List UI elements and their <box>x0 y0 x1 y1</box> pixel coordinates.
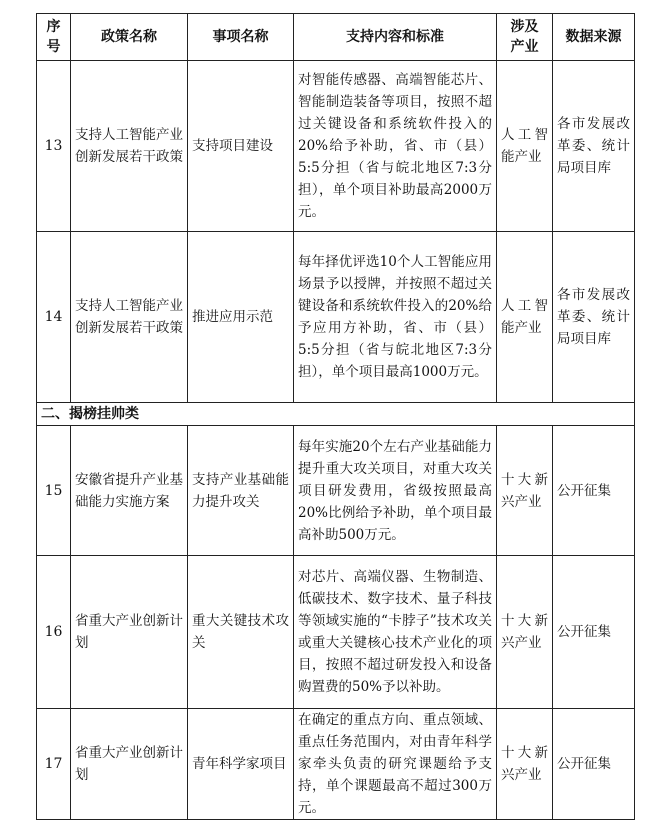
row-number: 14 <box>37 232 71 403</box>
header-item-name: 事项名称 <box>188 14 294 61</box>
table-row <box>37 61 635 232</box>
header-support-content: 支持内容和标准 <box>294 14 497 61</box>
industry: 人工智能产业 <box>497 232 553 403</box>
header-data-source: 数据来源 <box>553 14 635 61</box>
section-title: 二、揭榜挂帅类 <box>37 403 635 426</box>
item-name: 青年科学家项目 <box>188 709 294 820</box>
header-seq: 序号 <box>37 14 71 61</box>
support-content: 每年择优评选10个人工智能应用场景予以授牌，并按照不超过关键设备和系统软件投入的20%给予应用方补助，省、市（县）5:5分担（省与皖北地区7:3分担），单个项目最高1000万元。 <box>294 232 497 403</box>
row-number: 17 <box>37 709 71 820</box>
policy-name: 支持人工智能产业创新发展若干政策 <box>71 61 188 232</box>
table-row <box>37 709 635 820</box>
data-source: 各市发展改革委、统计局项目库 <box>553 61 635 232</box>
policy-name: 支持人工智能产业创新发展若干政策 <box>71 232 188 403</box>
data-source: 各市发展改革委、统计局项目库 <box>553 232 635 403</box>
support-content: 在确定的重点方向、重点领域、重点任务范围内，对由青年科学家牵头负责的研究课题给予支持，单个课题最高不超过300万元。 <box>294 709 497 820</box>
item-name: 重大关键技术攻关 <box>188 556 294 709</box>
industry: 十大新兴产业 <box>497 709 553 820</box>
table-row <box>37 232 635 403</box>
industry: 十大新兴产业 <box>497 426 553 556</box>
data-source: 公开征集 <box>553 426 635 556</box>
item-name: 推进应用示范 <box>188 232 294 403</box>
policy-name: 安徽省提升产业基础能力实施方案 <box>71 426 188 556</box>
row-number: 16 <box>37 556 71 709</box>
policy-name: 省重大产业创新计划 <box>71 556 188 709</box>
item-name: 支持产业基础能力提升攻关 <box>188 426 294 556</box>
policy-table <box>36 13 635 820</box>
header-row <box>37 14 635 61</box>
data-source: 公开征集 <box>553 709 635 820</box>
section-row <box>37 403 635 426</box>
row-number: 13 <box>37 61 71 232</box>
support-content: 每年实施20个左右产业基础能力提升重大攻关项目，对重大攻关项目研发费用，省级按照最高20%比例给予补助，单个项目最高补助500万元。 <box>294 426 497 556</box>
table-row <box>37 556 635 709</box>
support-content: 对芯片、高端仪器、生物制造、低碳技术、数字技术、量子科技等领域实施的“卡脖子”技术攻关或重大关键核心技术产业化的项目，按照不超过研发投入和设备购置费的50%予以补助。 <box>294 556 497 709</box>
industry: 十大新兴产业 <box>497 556 553 709</box>
row-number: 15 <box>37 426 71 556</box>
support-content: 对智能传感器、高端智能芯片、智能制造装备等项目，按照不超过关键设备和系统软件投入的20%给予补助，省、市（县）5:5分担（省与皖北地区7:3分担），单个项目补助最高2000万元。 <box>294 61 497 232</box>
header-industry: 涉及产业 <box>497 14 553 61</box>
header-policy-name: 政策名称 <box>71 14 188 61</box>
table-row <box>37 426 635 556</box>
industry: 人工智能产业 <box>497 61 553 232</box>
policy-name: 省重大产业创新计划 <box>71 709 188 820</box>
data-source: 公开征集 <box>553 556 635 709</box>
item-name: 支持项目建设 <box>188 61 294 232</box>
